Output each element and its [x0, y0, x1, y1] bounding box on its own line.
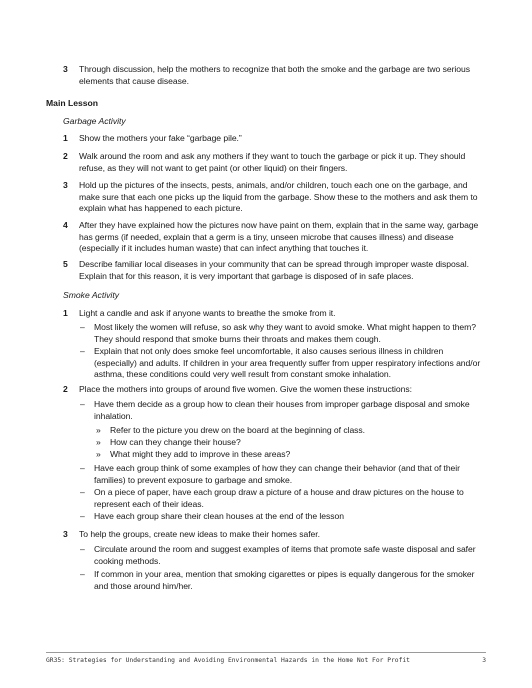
list-item: Show the mothers your fake “garbage pile.” [79, 133, 242, 143]
sub-list-item: Have each group think of some examples of how they can change their behavior (and that of their families) to prevent exposure to garbage and smoke. [94, 463, 460, 485]
list-item: Light a candle and ask if anyone wants to breathe the smoke from it. [79, 308, 336, 318]
list-number: 3 [63, 529, 68, 539]
raquo-bullet: » [96, 449, 101, 459]
sub-list-item: Explain that not only does smoke feel uncomfortable, it also causes serious illness in children (especially) and adults. If children in your area frequently suffer from upper respiratory infections and/or asthma, these conditions could very well result from constant smoke inhalation. [94, 346, 481, 380]
dash-bullet: – [80, 511, 85, 521]
raquo-bullet: » [96, 425, 101, 435]
dash-bullet: – [80, 569, 85, 579]
intro-paragraph: Through discussion, help the mothers to recognize that both the smoke and the garbage are two serious elements that cause disease. [79, 64, 470, 86]
sub-list-item: Have each group share their clean houses at the end of the lesson [94, 511, 344, 521]
dash-bullet: – [80, 463, 85, 473]
list-item: Describe familiar local diseases in your community that can be spread through improper waste disposal. Explain that for this reason, it is very important that garbage is disposed of in safe places. [79, 259, 469, 281]
footer-divider [46, 652, 486, 653]
sub-sub-list-item: How can they change their house? [110, 437, 241, 447]
raquo-bullet: » [96, 437, 101, 447]
list-number: 4 [63, 220, 68, 230]
dash-bullet: – [80, 399, 85, 409]
list-item: Place the mothers into groups of around five women. Give the women these instructions: [79, 384, 412, 394]
list-item: After they have explained how the pictures now have paint on them, explain that in the same way, garbage has germs (if needed, explain that a germ is a tiny, unseen microbe that causes illness) and disease (especially if it includes human waste) that can infect anything that touches it. [79, 220, 479, 254]
sub-list-item: On a piece of paper, have each group draw a picture of a house and draw pictures on the house to represent each of their ideas. [94, 487, 464, 509]
list-number: 2 [63, 384, 68, 394]
list-item: Hold up the pictures of the insects, pests, animals, and/or children, touch each one on the garbage, and make sure that each one picks up the liquid from the garbage. Show these to the mothers and ask them to explain what has happened to each picture. [79, 180, 478, 214]
garbage-activity-heading: Garbage Activity [63, 116, 126, 126]
list-number: 2 [63, 151, 68, 161]
sub-list-item: Have them decide as a group how to clean their houses from improper garbage disposal and smoke inhalation. [94, 399, 470, 421]
smoke-activity-heading: Smoke Activity [63, 290, 120, 300]
list-number: 3 [63, 64, 68, 74]
page-footer [46, 656, 486, 665]
dash-bullet: – [80, 544, 85, 554]
sub-sub-list-item: Refer to the picture you drew on the board at the beginning of class. [110, 425, 366, 435]
sub-list-item: If common in your area, mention that smoking cigarettes or pipes is equally dangerous for the smoker and those around him/her. [94, 569, 475, 591]
list-number: 1 [63, 308, 68, 318]
list-item: Walk around the room and ask any mothers if they want to touch the garbage or pick it up. They should refuse, as they will not want to get paint (or other liquid) on their fingers. [79, 151, 466, 173]
page-number: 3 [482, 657, 486, 664]
sub-list-item: Circulate around the room and suggest examples of items that promote safe waste disposal and safer cooking methods. [94, 544, 476, 566]
sub-sub-list-item: What might they add to improve in these areas? [110, 449, 291, 459]
list-item: To help the groups, create new ideas to make their homes safer. [79, 529, 320, 539]
dash-bullet: – [80, 487, 85, 497]
list-number: 3 [63, 180, 68, 190]
footer-text: GR35: Strategies for Understanding and Avoiding Environmental Hazards in the Home Not For Profit [46, 657, 410, 664]
sub-list-item: Most likely the women will refuse, so ask why they want to avoid smoke. What might happen to them? They should respond that smoke burns their throats and makes them cough. [94, 322, 476, 344]
list-number: 5 [63, 259, 68, 269]
dash-bullet: – [80, 322, 85, 332]
main-lesson-heading: Main Lesson [46, 98, 99, 108]
list-number: 1 [63, 133, 68, 143]
dash-bullet: – [80, 346, 85, 356]
